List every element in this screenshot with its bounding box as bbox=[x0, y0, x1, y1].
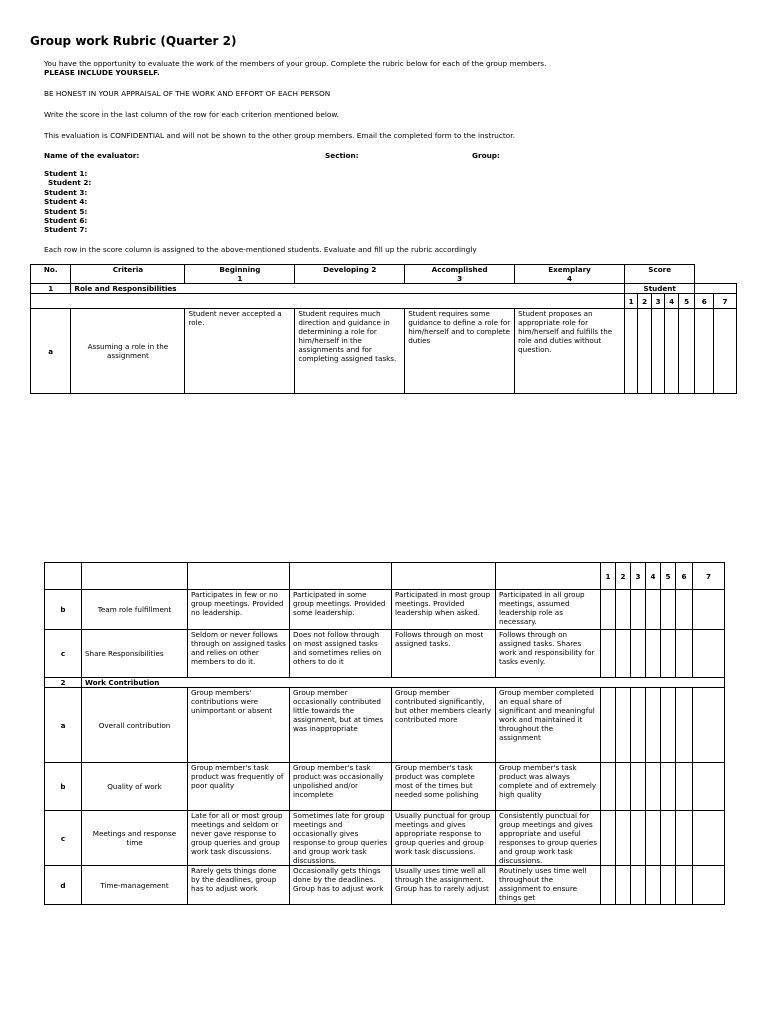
score-cell[interactable] bbox=[601, 763, 616, 811]
developing-descriptor: Group member's task product was occasionally unpolished and/or incomplete bbox=[290, 763, 392, 811]
header-student: Student bbox=[624, 284, 694, 294]
score-cell[interactable] bbox=[646, 688, 661, 763]
score-cell[interactable] bbox=[693, 866, 725, 905]
score-cell[interactable] bbox=[678, 309, 695, 394]
score-cell[interactable] bbox=[601, 590, 616, 630]
accomplished-descriptor: Usually punctual for group meetings and gives appropriate response to group queries and group work task discussions. bbox=[392, 811, 496, 866]
developing-descriptor: Student requires much direction and guidance in determining a role for him/herself in the assignments and for completing assigned tasks. bbox=[295, 309, 405, 394]
accomplished-descriptor: Student requires some guidance to define a role for him/herself and to complete duties bbox=[405, 309, 515, 394]
score-cell[interactable] bbox=[616, 590, 631, 630]
criterion-name: Quality of work bbox=[82, 763, 188, 811]
score-cell[interactable] bbox=[676, 811, 693, 866]
table-row bbox=[45, 811, 725, 866]
exemplary-descriptor: Group member's task product was always complete and of extremely high quality bbox=[496, 763, 601, 811]
table-row bbox=[45, 866, 725, 905]
score-cell[interactable] bbox=[676, 763, 693, 811]
student-label: Student 6: bbox=[44, 216, 88, 226]
criterion-id: c bbox=[45, 630, 82, 678]
score-cell[interactable] bbox=[676, 630, 693, 678]
score-col-number: 3 bbox=[631, 563, 646, 590]
score-col-number: 6 bbox=[695, 294, 714, 309]
score-cell[interactable] bbox=[601, 811, 616, 866]
score-cell[interactable] bbox=[693, 688, 725, 763]
score-cell[interactable] bbox=[676, 688, 693, 763]
table-row bbox=[45, 688, 725, 763]
beginning-descriptor: Group members' contributions were unimportant or absent bbox=[188, 688, 290, 763]
developing-descriptor: Does not follow through on most assigned tasks and sometimes relies on others to do it bbox=[290, 630, 392, 678]
score-cell[interactable] bbox=[631, 590, 646, 630]
score-cell[interactable] bbox=[661, 866, 676, 905]
exemplary-descriptor: Student proposes an appropriate role for him/herself and fulfills the role and duties without question. bbox=[515, 309, 625, 394]
criterion-name: Assuming a role in the assignment bbox=[71, 309, 185, 394]
section-number: 1 bbox=[31, 284, 71, 294]
rubric-table-part2 bbox=[44, 562, 725, 905]
developing-descriptor: Sometimes late for group meetings and occasionally gives response to group queries and group work task discussions. bbox=[290, 811, 392, 866]
student-label: Student 3: bbox=[44, 187, 88, 197]
header-developing: Developing 2 bbox=[295, 265, 405, 284]
header-criteria: Criteria bbox=[71, 265, 185, 284]
evaluator-row bbox=[44, 151, 644, 160]
section-row bbox=[31, 284, 737, 294]
developing-descriptor: Occasionally gets things done by the deadlines. Group has to adjust work bbox=[290, 866, 392, 905]
criterion-id: b bbox=[45, 590, 82, 630]
table-row bbox=[45, 590, 725, 630]
criterion-name: Time-management bbox=[82, 866, 188, 905]
score-cell[interactable] bbox=[676, 866, 693, 905]
score-cell[interactable] bbox=[695, 309, 714, 394]
score-cell[interactable] bbox=[661, 763, 676, 811]
beginning-descriptor: Seldom or never follows through on assigned tasks and relies on other members to do it. bbox=[188, 630, 290, 678]
criterion-id: a bbox=[45, 688, 82, 763]
criterion-id: c bbox=[45, 811, 82, 866]
beginning-descriptor: Group member's task product was frequently of poor quality bbox=[188, 763, 290, 811]
score-cell[interactable] bbox=[638, 309, 651, 394]
table-row bbox=[45, 630, 725, 678]
score-col-number: 2 bbox=[638, 294, 651, 309]
score-col-number: 1 bbox=[624, 294, 637, 309]
score-cell[interactable] bbox=[631, 630, 646, 678]
student-label: Student 2: bbox=[48, 178, 92, 188]
table-row bbox=[31, 309, 737, 394]
score-cell[interactable] bbox=[661, 630, 676, 678]
score-cell[interactable] bbox=[646, 866, 661, 905]
developing-descriptor: Group member occasionally contributed little towards the assignment, but at times was inappropriate bbox=[290, 688, 392, 763]
score-cell[interactable] bbox=[601, 688, 616, 763]
exemplary-descriptor: Routinely uses time well throughout the assignment to ensure things get bbox=[496, 866, 601, 905]
score-cell[interactable] bbox=[616, 763, 631, 811]
instruction-text: Each row in the score column is assigned to the above-mentioned students. Evaluate and fill up the rubric accordingly bbox=[44, 245, 477, 254]
exemplary-descriptor: Follows through on assigned tasks. Shares work and responsibility for tasks evenly. bbox=[496, 630, 601, 678]
student-label: Student 4: bbox=[44, 197, 88, 207]
score-cell[interactable] bbox=[661, 590, 676, 630]
accomplished-descriptor: Group member's task product was complete most of the times but needed some polishing bbox=[392, 763, 496, 811]
criterion-id: a bbox=[31, 309, 71, 394]
intro-line1-bold: PLEASE INCLUDE YOURSELF. bbox=[44, 68, 160, 77]
score-cell[interactable] bbox=[616, 688, 631, 763]
score-cell[interactable] bbox=[631, 866, 646, 905]
section-number: 2 bbox=[45, 678, 82, 688]
criterion-id: d bbox=[45, 866, 82, 905]
accomplished-descriptor: Usually uses time well all through the assignment. Group has to rarely adjust bbox=[392, 866, 496, 905]
score-col-number: 4 bbox=[665, 294, 678, 309]
beginning-descriptor: Late for all or most group meetings and seldom or never gave response to group queries and group work task discussions. bbox=[188, 811, 290, 866]
group-label: Group: bbox=[472, 151, 500, 160]
score-cell[interactable] bbox=[661, 688, 676, 763]
header-accomplished: Accomplished 3 bbox=[405, 265, 515, 284]
evaluator-label: Name of the evaluator: bbox=[44, 151, 140, 160]
intro-line3: Write the score in the last column of the row for each criterion mentioned below. bbox=[44, 110, 339, 119]
score-cell[interactable] bbox=[616, 811, 631, 866]
section-label: Section: bbox=[325, 151, 359, 160]
section-row bbox=[45, 678, 725, 688]
score-cell[interactable] bbox=[665, 309, 678, 394]
accomplished-descriptor: Participated in most group meetings. Provided leadership when asked. bbox=[392, 590, 496, 630]
score-cell[interactable] bbox=[661, 811, 676, 866]
beginning-descriptor: Rarely gets things done by the deadlines, group has to adjust work bbox=[188, 866, 290, 905]
intro-line4: This evaluation is CONFIDENTIAL and will not be shown to the other group members. Email the completed form to the instructor. bbox=[44, 131, 515, 140]
beginning-descriptor: Student never accepted a role. bbox=[185, 309, 295, 394]
table-row bbox=[45, 763, 725, 811]
score-col-number: 3 bbox=[651, 294, 664, 309]
score-cell[interactable] bbox=[631, 763, 646, 811]
score-cell[interactable] bbox=[646, 590, 661, 630]
score-cell[interactable] bbox=[693, 763, 725, 811]
score-cell[interactable] bbox=[714, 309, 737, 394]
score-cell[interactable] bbox=[631, 811, 646, 866]
intro-line1: You have the opportunity to evaluate the work of the members of your group. Complete the rubric below for each of the group members. bbox=[44, 59, 547, 68]
score-cell[interactable] bbox=[616, 630, 631, 678]
header-no: No. bbox=[31, 265, 71, 284]
score-cell[interactable] bbox=[651, 309, 664, 394]
score-cell[interactable] bbox=[601, 866, 616, 905]
score-col-number: 1 bbox=[601, 563, 616, 590]
score-cell[interactable] bbox=[646, 630, 661, 678]
student-label: Student 7: bbox=[44, 225, 88, 235]
score-cell[interactable] bbox=[693, 811, 725, 866]
score-cell[interactable] bbox=[646, 811, 661, 866]
score-number-row bbox=[31, 294, 737, 309]
header-row bbox=[31, 265, 737, 284]
score-col-number: 5 bbox=[661, 563, 676, 590]
header-beginning: Beginning 1 bbox=[185, 265, 295, 284]
intro-paragraph bbox=[44, 59, 644, 77]
score-cell[interactable] bbox=[631, 688, 646, 763]
criterion-id: b bbox=[45, 763, 82, 811]
exemplary-descriptor: Group member completed an equal share of significant and meaningful work and maintained it throughout the assignment bbox=[496, 688, 601, 763]
criterion-name: Overall contribution bbox=[82, 688, 188, 763]
exemplary-descriptor: Consistently punctual for group meetings and gives appropriate and useful responses to group queries and group work task discussions. bbox=[496, 811, 601, 866]
page-title: Group work Rubric (Quarter 2) bbox=[30, 34, 237, 48]
score-col-number: 7 bbox=[714, 294, 737, 309]
exemplary-descriptor: Participated in all group meetings, assumed leadership role as necessary. bbox=[496, 590, 601, 630]
accomplished-descriptor: Group member contributed significantly, but other members clearly contributed more bbox=[392, 688, 496, 763]
score-cell[interactable] bbox=[601, 630, 616, 678]
score-cell[interactable] bbox=[693, 590, 725, 630]
accomplished-descriptor: Follows through on most assigned tasks. bbox=[392, 630, 496, 678]
score-cell[interactable] bbox=[676, 590, 693, 630]
score-cell[interactable] bbox=[693, 630, 725, 678]
score-col-number: 2 bbox=[616, 563, 631, 590]
rubric-table-part1 bbox=[30, 264, 737, 394]
score-col-number: 4 bbox=[646, 563, 661, 590]
score-cell[interactable] bbox=[646, 763, 661, 811]
student-label: Student 1: bbox=[44, 169, 88, 178]
header-exemplary: Exemplary 4 bbox=[515, 265, 625, 284]
score-col-number: 6 bbox=[676, 563, 693, 590]
score-cell[interactable] bbox=[624, 309, 637, 394]
student-label: Student 5: bbox=[44, 206, 88, 216]
score-col-number: 5 bbox=[678, 294, 695, 309]
beginning-descriptor: Participates in few or no group meetings. Provided no leadership. bbox=[188, 590, 290, 630]
criterion-name: Meetings and response time bbox=[82, 811, 188, 866]
header-score: Score bbox=[624, 265, 694, 284]
score-cell[interactable] bbox=[616, 866, 631, 905]
intro-line2: BE HONEST IN YOUR APPRAISAL OF THE WORK AND EFFORT OF EACH PERSON bbox=[44, 89, 331, 98]
developing-descriptor: Participated in some group meetings. Provided some leadership. bbox=[290, 590, 392, 630]
section-label: Role and Responsibilities bbox=[71, 284, 625, 294]
student-list bbox=[44, 169, 91, 235]
section-label: Work Contribution bbox=[82, 678, 725, 688]
criterion-name: Team role fulfillment bbox=[82, 590, 188, 630]
score-col-number: 7 bbox=[693, 563, 725, 590]
criterion-name: Share Responsibilities bbox=[82, 630, 188, 678]
score-number-row bbox=[45, 563, 725, 590]
